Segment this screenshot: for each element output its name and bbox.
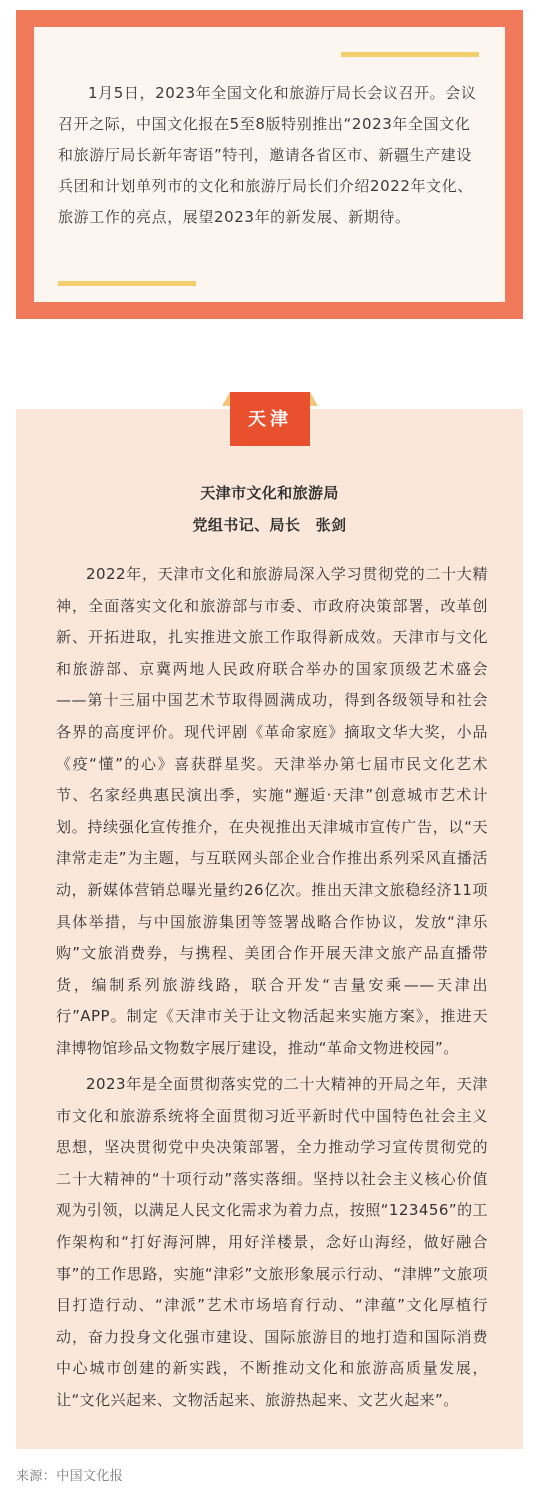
badge-flap-right (310, 392, 318, 406)
body-paragraph-2: 2023年是全面贯彻落实党的二十大精神的开局之年，天津市文化和旅游系统将全面贯彻习近平新时代中国特色社会主义思想，坚决贯彻党中央决策部署，全力推动学习宣传贯彻党的二十大精神的“十项行动”落实落细。坚持以社会主义核心价值观为引领，以满足人民文化需求为着力点，按照“123456”的工作架构和“打好海河牌，用好洋楼景，念好山海经，做好融合事”的工作思路，实施“津彩”文旅形象展示行动、“津牌”文旅项目打造行动、“津派”艺术市场培育行动、“津蕴”文化厚植行动，奋力投身文化强市建设、国际旅游目的地打造和国际消费中心城市创建的新实践，不断推动文化和旅游高质量发展，让“文化兴起来、文物活起来、旅游热起来、文艺火起来”。 (56, 1075, 488, 1409)
tianjin-section (16, 409, 523, 1449)
author-title: 党组书记、局长 张剑 (192, 516, 347, 534)
body-paragraph-1: 2022年，天津市文化和旅游局深入学习贯彻党的二十大精神，全面落实文化和旅游部与市委、市政府决策部署，改革创新、开拓进取，扎实推进文旅工作取得新成效。天津市与文化和旅游部、京冀两地人民政府联合举办的国家顶级艺术盛会——第十三届中国艺术节取得圆满成功，得到各级领导和社会各界的高度评价。现代评剧《革命家庭》摘取文华大奖，小品《疫“懂”的心》喜获群星奖。天津举办第七届市民文化艺术节、名家经典惠民演出季，实施“邂逅·天津”创意城市艺术计划。持续强化宣传推介，在央视推出天津城市宣传广告，以“天津常走走”为主题，与互联网头部企业合作推出系列采风直播活动，新媒体营销总曝光量约26亿次。推出天津文旅稳经济11项具体举措，与中国旅游集团等签署战略合作协议，发放“津乐购”文旅消费券，与携程、美团合作开展天津文旅产品直播带货，编制系列旅游线路，联合开发“吉量安乘——天津出行”APP。制定《天津市关于让文物活起来实施方案》，推进天津博物馆珍品文物数字展厅建设，推动“革命文物进校园”。 (56, 565, 488, 1057)
source-credit: 来源：中国文化报 (16, 1469, 124, 1484)
decorative-line-top (341, 52, 479, 57)
intro-card (34, 27, 505, 302)
region-badge-label: 天津 (230, 392, 310, 446)
decorative-line-bottom (58, 281, 196, 286)
author-organization: 天津市文化和旅游局 (200, 484, 339, 502)
author-block (16, 477, 523, 541)
intro-frame (16, 10, 523, 319)
intro-paragraph: 1月5日，2023年全国文化和旅游厅局长会议召开。会议召开之际，中国文化报在5至8版特别推出“2023年全国文化和旅游厅局长新年寄语”特刊，邀请各省区市、新疆生产建设兵团和计划单列市的文化和旅游厅局长们介绍2022年文化、旅游工作的亮点，展望2023年的新发展、新期待。 (58, 84, 477, 226)
region-badge (222, 392, 318, 448)
badge-flap-left (222, 392, 230, 406)
